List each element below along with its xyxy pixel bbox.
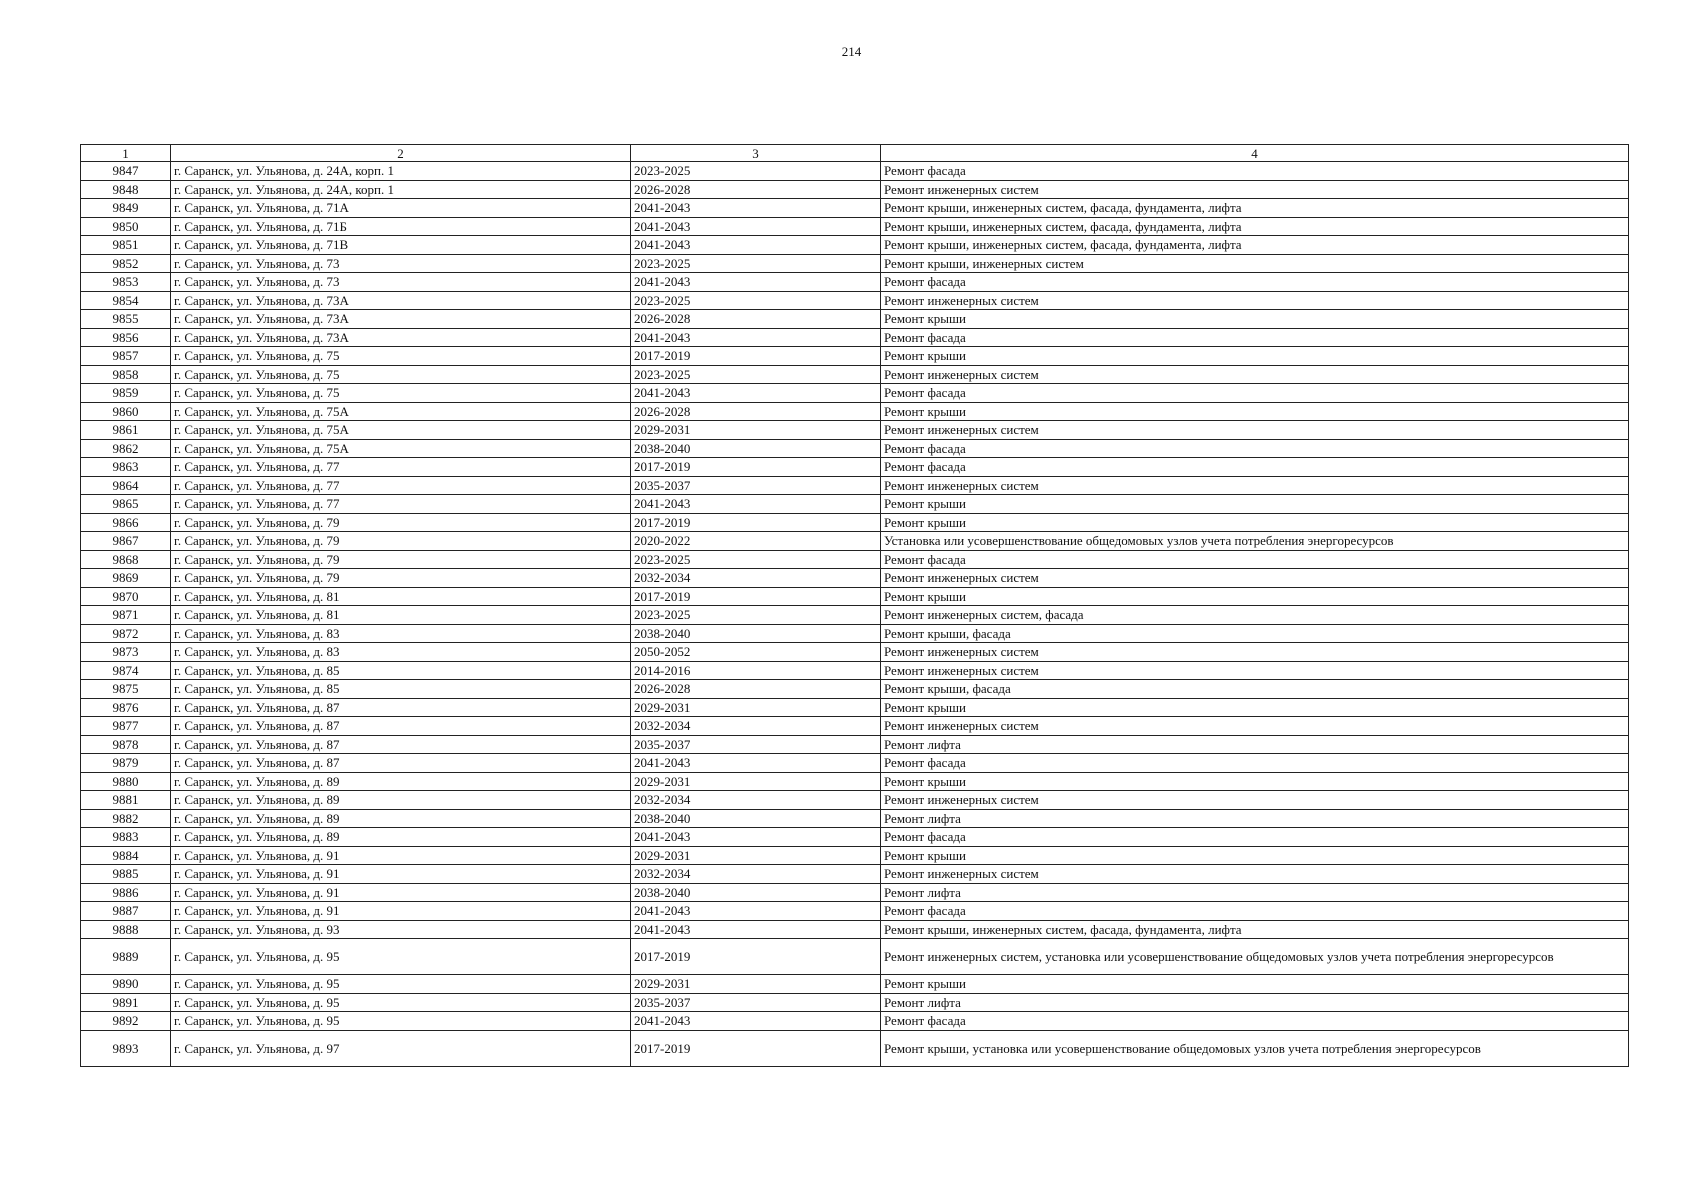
table-row — [81, 717, 1629, 736]
work-type-cell: Ремонт крыши, инженерных систем, фасада, фундамента, лифта — [881, 236, 1629, 255]
work-type-cell: Ремонт крыши — [881, 310, 1629, 329]
work-type-cell: Ремонт инженерных систем — [881, 865, 1629, 884]
work-type-cell: Ремонт фасада — [881, 828, 1629, 847]
table-row — [81, 1030, 1629, 1066]
table-row — [81, 199, 1629, 218]
address-cell: г. Саранск, ул. Ульянова, д. 24А, корп. 1 — [171, 162, 631, 181]
address-cell: г. Саранск, ул. Ульянова, д. 75 — [171, 365, 631, 384]
page-number: 214 — [841, 44, 862, 59]
row-number-cell: 9888 — [81, 920, 171, 939]
work-type-cell: Ремонт инженерных систем — [881, 661, 1629, 680]
address-cell: г. Саранск, ул. Ульянова, д. 73А — [171, 328, 631, 347]
work-type-cell: Ремонт инженерных систем — [881, 180, 1629, 199]
repair-schedule-table — [80, 144, 1629, 1067]
period-cell: 2026-2028 — [631, 402, 881, 421]
period-cell: 2041-2043 — [631, 902, 881, 921]
work-type-cell: Ремонт фасада — [881, 162, 1629, 181]
row-number-cell: 9865 — [81, 495, 171, 514]
work-type-cell: Ремонт фасада — [881, 273, 1629, 292]
work-type-cell: Ремонт крыши — [881, 698, 1629, 717]
address-cell: г. Саранск, ул. Ульянова, д. 79 — [171, 569, 631, 588]
row-number-cell: 9852 — [81, 254, 171, 273]
work-type-cell: Ремонт инженерных систем — [881, 643, 1629, 662]
period-cell: 2041-2043 — [631, 1012, 881, 1031]
work-type-cell: Ремонт инженерных систем — [881, 791, 1629, 810]
table-row — [81, 236, 1629, 255]
period-cell: 2038-2040 — [631, 439, 881, 458]
row-number-cell: 9862 — [81, 439, 171, 458]
table-row — [81, 347, 1629, 366]
address-cell: г. Саранск, ул. Ульянова, д. 91 — [171, 902, 631, 921]
table-row — [81, 661, 1629, 680]
work-type-cell: Ремонт инженерных систем — [881, 365, 1629, 384]
work-type-cell: Ремонт крыши, установка или усовершенствование общедомовых узлов учета потребления энергоресурсов — [881, 1030, 1629, 1066]
period-cell: 2041-2043 — [631, 236, 881, 255]
row-number-cell: 9879 — [81, 754, 171, 773]
row-number-cell: 9851 — [81, 236, 171, 255]
address-cell: г. Саранск, ул. Ульянова, д. 85 — [171, 661, 631, 680]
row-number-cell: 9877 — [81, 717, 171, 736]
row-number-cell: 9880 — [81, 772, 171, 791]
address-cell: г. Саранск, ул. Ульянова, д. 95 — [171, 975, 631, 994]
address-cell: г. Саранск, ул. Ульянова, д. 87 — [171, 698, 631, 717]
table-row — [81, 328, 1629, 347]
table-row — [81, 513, 1629, 532]
address-cell: г. Саранск, ул. Ульянова, д. 77 — [171, 476, 631, 495]
table-row — [81, 439, 1629, 458]
column-header-4: 4 — [881, 145, 1629, 162]
period-cell: 2017-2019 — [631, 513, 881, 532]
row-number-cell: 9891 — [81, 993, 171, 1012]
period-cell: 2038-2040 — [631, 809, 881, 828]
work-type-cell: Ремонт инженерных систем, установка или усовершенствование общедомовых узлов учета потребления энергоресурсов — [881, 939, 1629, 975]
period-cell: 2017-2019 — [631, 347, 881, 366]
row-number-cell: 9867 — [81, 532, 171, 551]
row-number-cell: 9871 — [81, 606, 171, 625]
period-cell: 2050-2052 — [631, 643, 881, 662]
address-cell: г. Саранск, ул. Ульянова, д. 91 — [171, 846, 631, 865]
address-cell: г. Саранск, ул. Ульянова, д. 91 — [171, 865, 631, 884]
table-row — [81, 458, 1629, 477]
address-cell: г. Саранск, ул. Ульянова, д. 93 — [171, 920, 631, 939]
period-cell: 2023-2025 — [631, 550, 881, 569]
table-row — [81, 569, 1629, 588]
work-type-cell: Ремонт лифта — [881, 735, 1629, 754]
work-type-cell: Ремонт инженерных систем, фасада — [881, 606, 1629, 625]
address-cell: г. Саранск, ул. Ульянова, д. 71Б — [171, 217, 631, 236]
row-number-cell: 9861 — [81, 421, 171, 440]
address-cell: г. Саранск, ул. Ульянова, д. 87 — [171, 754, 631, 773]
row-number-cell: 9853 — [81, 273, 171, 292]
period-cell: 2029-2031 — [631, 772, 881, 791]
period-cell: 2041-2043 — [631, 828, 881, 847]
row-number-cell: 9875 — [81, 680, 171, 699]
work-type-cell: Ремонт лифта — [881, 809, 1629, 828]
period-cell: 2041-2043 — [631, 199, 881, 218]
work-type-cell: Ремонт крыши — [881, 587, 1629, 606]
period-cell: 2038-2040 — [631, 883, 881, 902]
table-row — [81, 1012, 1629, 1031]
work-type-cell: Ремонт фасада — [881, 328, 1629, 347]
table-row — [81, 643, 1629, 662]
period-cell: 2026-2028 — [631, 180, 881, 199]
table-row — [81, 772, 1629, 791]
address-cell: г. Саранск, ул. Ульянова, д. 79 — [171, 550, 631, 569]
work-type-cell: Ремонт крыши, инженерных систем, фасада, фундамента, лифта — [881, 199, 1629, 218]
table-row — [81, 476, 1629, 495]
work-type-cell: Ремонт фасада — [881, 902, 1629, 921]
table-row — [81, 532, 1629, 551]
row-number-cell: 9881 — [81, 791, 171, 810]
table-row — [81, 939, 1629, 975]
row-number-cell: 9854 — [81, 291, 171, 310]
row-number-cell: 9870 — [81, 587, 171, 606]
period-cell: 2035-2037 — [631, 735, 881, 754]
row-number-cell: 9857 — [81, 347, 171, 366]
table-row — [81, 791, 1629, 810]
work-type-cell: Ремонт инженерных систем — [881, 717, 1629, 736]
row-number-cell: 9858 — [81, 365, 171, 384]
row-number-cell: 9873 — [81, 643, 171, 662]
address-cell: г. Саранск, ул. Ульянова, д. 95 — [171, 939, 631, 975]
work-type-cell: Ремонт крыши, фасада — [881, 624, 1629, 643]
address-cell: г. Саранск, ул. Ульянова, д. 83 — [171, 624, 631, 643]
address-cell: г. Саранск, ул. Ульянова, д. 73А — [171, 291, 631, 310]
table-row — [81, 846, 1629, 865]
work-type-cell: Ремонт крыши, фасада — [881, 680, 1629, 699]
row-number-cell: 9872 — [81, 624, 171, 643]
row-number-cell: 9890 — [81, 975, 171, 994]
work-type-cell: Ремонт крыши — [881, 513, 1629, 532]
period-cell: 2032-2034 — [631, 717, 881, 736]
address-cell: г. Саранск, ул. Ульянова, д. 95 — [171, 1012, 631, 1031]
work-type-cell: Ремонт крыши — [881, 975, 1629, 994]
row-number-cell: 9863 — [81, 458, 171, 477]
period-cell: 2029-2031 — [631, 698, 881, 717]
address-cell: г. Саранск, ул. Ульянова, д. 73 — [171, 273, 631, 292]
address-cell: г. Саранск, ул. Ульянова, д. 75 — [171, 347, 631, 366]
address-cell: г. Саранск, ул. Ульянова, д. 71В — [171, 236, 631, 255]
row-number-cell: 9848 — [81, 180, 171, 199]
period-cell: 2023-2025 — [631, 291, 881, 310]
address-cell: г. Саранск, ул. Ульянова, д. 91 — [171, 883, 631, 902]
period-cell: 2041-2043 — [631, 384, 881, 403]
address-cell: г. Саранск, ул. Ульянова, д. 79 — [171, 532, 631, 551]
period-cell: 2038-2040 — [631, 624, 881, 643]
row-number-cell: 9885 — [81, 865, 171, 884]
table-row — [81, 365, 1629, 384]
table-row — [81, 384, 1629, 403]
work-type-cell: Ремонт крыши, инженерных систем — [881, 254, 1629, 273]
address-cell: г. Саранск, ул. Ульянова, д. 89 — [171, 791, 631, 810]
address-cell: г. Саранск, ул. Ульянова, д. 75А — [171, 439, 631, 458]
work-type-cell: Ремонт крыши — [881, 347, 1629, 366]
table-row — [81, 735, 1629, 754]
period-cell: 2017-2019 — [631, 939, 881, 975]
work-type-cell: Ремонт фасада — [881, 1012, 1629, 1031]
address-cell: г. Саранск, ул. Ульянова, д. 89 — [171, 828, 631, 847]
work-type-cell: Ремонт крыши, инженерных систем, фасада, фундамента, лифта — [881, 217, 1629, 236]
work-type-cell: Установка или усовершенствование общедомовых узлов учета потребления энергоресурсов — [881, 532, 1629, 551]
row-number-cell: 9860 — [81, 402, 171, 421]
table-row — [81, 828, 1629, 847]
work-type-cell: Ремонт инженерных систем — [881, 476, 1629, 495]
period-cell: 2041-2043 — [631, 217, 881, 236]
row-number-cell: 9855 — [81, 310, 171, 329]
work-type-cell: Ремонт крыши — [881, 846, 1629, 865]
period-cell: 2032-2034 — [631, 569, 881, 588]
header-row — [81, 145, 1629, 162]
work-type-cell: Ремонт лифта — [881, 883, 1629, 902]
period-cell: 2026-2028 — [631, 680, 881, 699]
table-row — [81, 254, 1629, 273]
column-header-3: 3 — [631, 145, 881, 162]
table-row — [81, 606, 1629, 625]
row-number-cell: 9884 — [81, 846, 171, 865]
table-row — [81, 310, 1629, 329]
table-row — [81, 291, 1629, 310]
work-type-cell: Ремонт лифта — [881, 993, 1629, 1012]
work-type-cell: Ремонт крыши — [881, 495, 1629, 514]
table-row — [81, 883, 1629, 902]
table-row — [81, 902, 1629, 921]
period-cell: 2023-2025 — [631, 254, 881, 273]
row-number-cell: 9868 — [81, 550, 171, 569]
table-row — [81, 495, 1629, 514]
address-cell: г. Саранск, ул. Ульянова, д. 97 — [171, 1030, 631, 1066]
row-number-cell: 9887 — [81, 902, 171, 921]
address-cell: г. Саранск, ул. Ульянова, д. 83 — [171, 643, 631, 662]
table-row — [81, 180, 1629, 199]
address-cell: г. Саранск, ул. Ульянова, д. 87 — [171, 717, 631, 736]
table-row — [81, 920, 1629, 939]
address-cell: г. Саранск, ул. Ульянова, д. 87 — [171, 735, 631, 754]
work-type-cell: Ремонт крыши — [881, 402, 1629, 421]
address-cell: г. Саранск, ул. Ульянова, д. 89 — [171, 809, 631, 828]
work-type-cell: Ремонт инженерных систем — [881, 421, 1629, 440]
work-type-cell: Ремонт инженерных систем — [881, 291, 1629, 310]
table-row — [81, 273, 1629, 292]
period-cell: 2041-2043 — [631, 273, 881, 292]
table-row — [81, 975, 1629, 994]
table-row — [81, 587, 1629, 606]
address-cell: г. Саранск, ул. Ульянова, д. 95 — [171, 993, 631, 1012]
table-body — [81, 162, 1629, 1067]
column-header-1: 1 — [81, 145, 171, 162]
row-number-cell: 9883 — [81, 828, 171, 847]
row-number-cell: 9886 — [81, 883, 171, 902]
period-cell: 2029-2031 — [631, 846, 881, 865]
row-number-cell: 9869 — [81, 569, 171, 588]
period-cell: 2017-2019 — [631, 587, 881, 606]
table-row — [81, 550, 1629, 569]
row-number-cell: 9882 — [81, 809, 171, 828]
period-cell: 2017-2019 — [631, 1030, 881, 1066]
column-header-2: 2 — [171, 145, 631, 162]
period-cell: 2029-2031 — [631, 975, 881, 994]
period-cell: 2023-2025 — [631, 162, 881, 181]
period-cell: 2041-2043 — [631, 754, 881, 773]
row-number-cell: 9878 — [81, 735, 171, 754]
period-cell: 2026-2028 — [631, 310, 881, 329]
address-cell: г. Саранск, ул. Ульянова, д. 73 — [171, 254, 631, 273]
row-number-cell: 9859 — [81, 384, 171, 403]
address-cell: г. Саранск, ул. Ульянова, д. 75А — [171, 402, 631, 421]
row-number-cell: 9849 — [81, 199, 171, 218]
work-type-cell: Ремонт крыши, инженерных систем, фасада, фундамента, лифта — [881, 920, 1629, 939]
work-type-cell: Ремонт фасада — [881, 384, 1629, 403]
row-number-cell: 9876 — [81, 698, 171, 717]
table-row — [81, 421, 1629, 440]
row-number-cell: 9847 — [81, 162, 171, 181]
period-cell: 2029-2031 — [631, 421, 881, 440]
work-type-cell: Ремонт инженерных систем — [881, 569, 1629, 588]
row-number-cell: 9892 — [81, 1012, 171, 1031]
period-cell: 2035-2037 — [631, 476, 881, 495]
work-type-cell: Ремонт фасада — [881, 550, 1629, 569]
period-cell: 2014-2016 — [631, 661, 881, 680]
table-row — [81, 865, 1629, 884]
table-row — [81, 624, 1629, 643]
table-row — [81, 698, 1629, 717]
address-cell: г. Саранск, ул. Ульянова, д. 79 — [171, 513, 631, 532]
work-type-cell: Ремонт фасада — [881, 439, 1629, 458]
address-cell: г. Саранск, ул. Ульянова, д. 77 — [171, 458, 631, 477]
period-cell: 2032-2034 — [631, 865, 881, 884]
row-number-cell: 9864 — [81, 476, 171, 495]
table-row — [81, 217, 1629, 236]
row-number-cell: 9866 — [81, 513, 171, 532]
table-row — [81, 680, 1629, 699]
row-number-cell: 9856 — [81, 328, 171, 347]
period-cell: 2023-2025 — [631, 365, 881, 384]
address-cell: г. Саранск, ул. Ульянова, д. 75А — [171, 421, 631, 440]
address-cell: г. Саранск, ул. Ульянова, д. 77 — [171, 495, 631, 514]
work-type-cell: Ремонт фасада — [881, 458, 1629, 477]
address-cell: г. Саранск, ул. Ульянова, д. 81 — [171, 587, 631, 606]
table-row — [81, 809, 1629, 828]
period-cell: 2020-2022 — [631, 532, 881, 551]
address-cell: г. Саранск, ул. Ульянова, д. 71А — [171, 199, 631, 218]
row-number-cell: 9850 — [81, 217, 171, 236]
period-cell: 2041-2043 — [631, 495, 881, 514]
address-cell: г. Саранск, ул. Ульянова, д. 89 — [171, 772, 631, 791]
address-cell: г. Саранск, ул. Ульянова, д. 81 — [171, 606, 631, 625]
period-cell: 2041-2043 — [631, 920, 881, 939]
table-row — [81, 162, 1629, 181]
address-cell: г. Саранск, ул. Ульянова, д. 75 — [171, 384, 631, 403]
period-cell: 2041-2043 — [631, 328, 881, 347]
table-row — [81, 993, 1629, 1012]
address-cell: г. Саранск, ул. Ульянова, д. 73А — [171, 310, 631, 329]
row-number-cell: 9893 — [81, 1030, 171, 1066]
address-cell: г. Саранск, ул. Ульянова, д. 85 — [171, 680, 631, 699]
period-cell: 2035-2037 — [631, 993, 881, 1012]
work-type-cell: Ремонт фасада — [881, 754, 1629, 773]
address-cell: г. Саранск, ул. Ульянова, д. 24А, корп. 1 — [171, 180, 631, 199]
row-number-cell: 9889 — [81, 939, 171, 975]
period-cell: 2023-2025 — [631, 606, 881, 625]
work-type-cell: Ремонт крыши — [881, 772, 1629, 791]
period-cell: 2017-2019 — [631, 458, 881, 477]
row-number-cell: 9874 — [81, 661, 171, 680]
period-cell: 2032-2034 — [631, 791, 881, 810]
table-row — [81, 402, 1629, 421]
table-row — [81, 754, 1629, 773]
